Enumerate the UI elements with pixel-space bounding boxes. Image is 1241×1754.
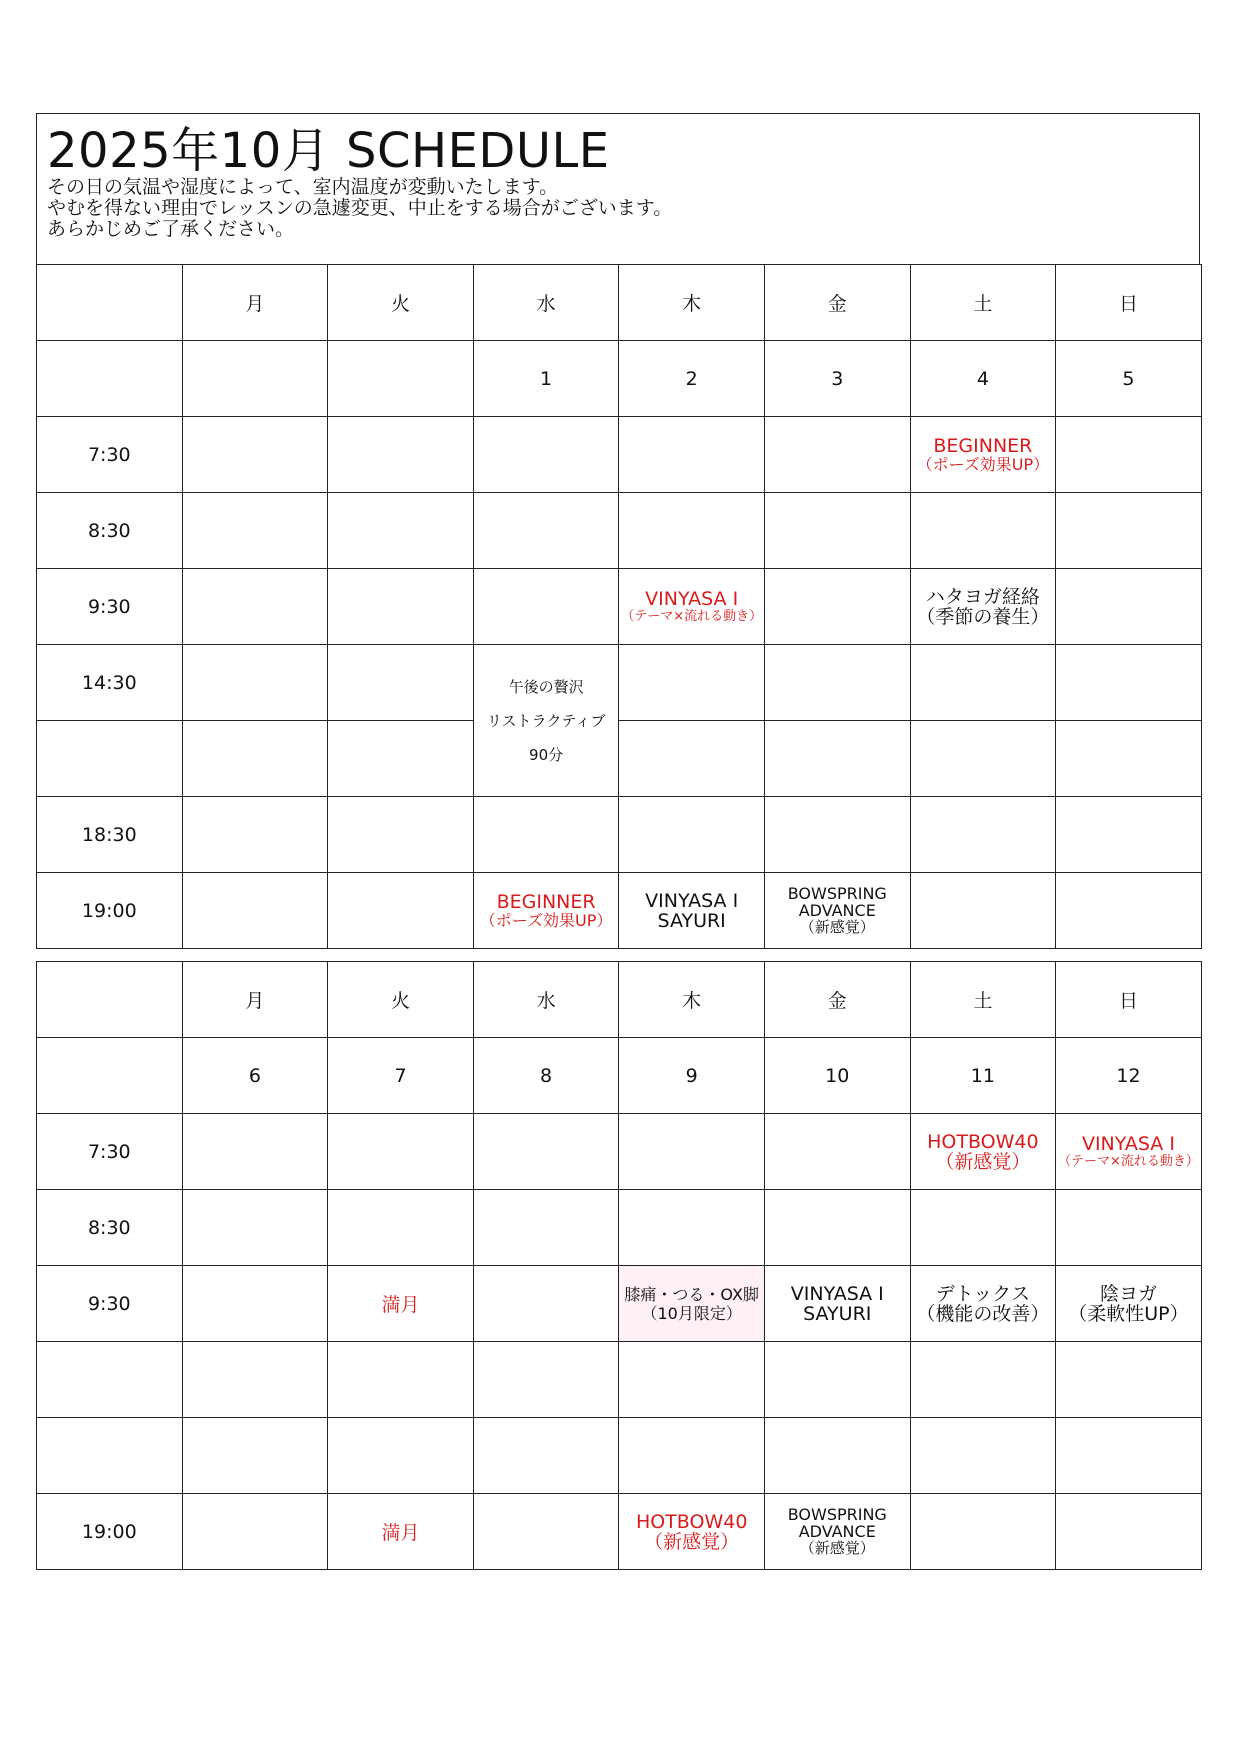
slot-cell bbox=[764, 645, 910, 721]
time-row bbox=[37, 645, 1202, 721]
class-note: （新感覚） bbox=[799, 918, 875, 936]
slot-cell bbox=[473, 1266, 619, 1342]
time-row bbox=[37, 1190, 1202, 1266]
slot-cell bbox=[764, 721, 910, 797]
class-cell bbox=[619, 569, 765, 645]
class-cell bbox=[910, 1114, 1056, 1190]
date-cell: 3 bbox=[764, 341, 910, 417]
slot-cell bbox=[328, 1190, 474, 1266]
slot-cell bbox=[473, 1114, 619, 1190]
slot-cell bbox=[764, 1342, 910, 1418]
slot-cell bbox=[1056, 417, 1202, 493]
slot-cell bbox=[328, 1418, 474, 1494]
slot-cell bbox=[764, 1190, 910, 1266]
slot-cell bbox=[182, 1114, 328, 1190]
time-label: 7:30 bbox=[37, 417, 183, 493]
slot-cell bbox=[473, 493, 619, 569]
class-name: VINYASA I bbox=[645, 889, 739, 912]
day-tue: 火 bbox=[328, 265, 474, 341]
slot-cell bbox=[619, 645, 765, 721]
slot-cell bbox=[328, 645, 474, 721]
slot-cell bbox=[328, 493, 474, 569]
day-thu: 木 bbox=[619, 962, 765, 1038]
instructor-name: SAYURI bbox=[657, 909, 726, 932]
day-fri: 金 bbox=[764, 265, 910, 341]
slot-cell bbox=[328, 873, 474, 949]
class-name: BOWSPRING bbox=[787, 1505, 887, 1524]
day-sun: 日 bbox=[1056, 265, 1202, 341]
date-cell bbox=[182, 341, 328, 417]
date-cell bbox=[37, 1038, 183, 1114]
date-cell: 5 bbox=[1056, 341, 1202, 417]
date-cell: 6 bbox=[182, 1038, 328, 1114]
notice-line: その日の気温や湿度によって、室内温度が変動いたします。 bbox=[47, 176, 559, 198]
slot-cell bbox=[764, 1418, 910, 1494]
class-note: （季節の養生） bbox=[916, 605, 1050, 628]
slot-cell bbox=[182, 721, 328, 797]
slot-cell bbox=[182, 1190, 328, 1266]
day-wed: 水 bbox=[473, 962, 619, 1038]
slot-cell bbox=[619, 1114, 765, 1190]
slot-cell bbox=[910, 873, 1056, 949]
corner-cell bbox=[37, 265, 183, 341]
day-mon: 月 bbox=[182, 962, 328, 1038]
slot-cell bbox=[619, 417, 765, 493]
date-cell: 11 bbox=[910, 1038, 1056, 1114]
time-label: 19:00 bbox=[37, 1494, 183, 1570]
slot-cell bbox=[328, 797, 474, 873]
slot-cell bbox=[182, 569, 328, 645]
class-note: （新感覚） bbox=[935, 1150, 1031, 1173]
slot-cell bbox=[473, 1494, 619, 1570]
slot-cell bbox=[910, 1342, 1056, 1418]
date-cell: 7 bbox=[328, 1038, 474, 1114]
slot-cell bbox=[1056, 1494, 1202, 1570]
class-note: （柔軟性UP） bbox=[1068, 1302, 1189, 1325]
day-fri: 金 bbox=[764, 962, 910, 1038]
class-note: （10月限定） bbox=[641, 1303, 742, 1323]
class-cell-highlight bbox=[619, 1266, 765, 1342]
time-row bbox=[37, 1494, 1202, 1570]
slot-cell bbox=[1056, 645, 1202, 721]
slot-cell bbox=[473, 569, 619, 645]
slot-cell bbox=[1056, 1190, 1202, 1266]
class-cell bbox=[764, 873, 910, 949]
week-1-table bbox=[36, 264, 1202, 949]
time-label: 9:30 bbox=[37, 569, 183, 645]
slot-cell bbox=[1056, 721, 1202, 797]
class-name: BEGINNER bbox=[496, 890, 596, 913]
slot-cell bbox=[910, 493, 1056, 569]
class-name: HOTBOW40 bbox=[927, 1130, 1039, 1153]
slot-cell bbox=[910, 645, 1056, 721]
date-row bbox=[37, 1038, 1202, 1114]
class-cell bbox=[473, 873, 619, 949]
class-note: （ポーズ効果UP） bbox=[916, 454, 1050, 474]
slot-cell bbox=[182, 873, 328, 949]
slot-cell bbox=[764, 493, 910, 569]
slot-cell bbox=[910, 1494, 1056, 1570]
date-row bbox=[37, 341, 1202, 417]
corner-cell bbox=[37, 962, 183, 1038]
slot-cell bbox=[910, 1190, 1056, 1266]
time-row bbox=[37, 417, 1202, 493]
slot-cell bbox=[764, 797, 910, 873]
slot-cell bbox=[764, 569, 910, 645]
slot-cell bbox=[619, 1190, 765, 1266]
slot-cell bbox=[619, 1342, 765, 1418]
class-cell bbox=[619, 873, 765, 949]
time-label: 18:30 bbox=[37, 797, 183, 873]
time-row bbox=[37, 873, 1202, 949]
class-name: VINYASA I bbox=[1081, 1133, 1175, 1155]
slot-cell bbox=[473, 797, 619, 873]
slot-cell bbox=[473, 1342, 619, 1418]
day-thu: 木 bbox=[619, 265, 765, 341]
time-label: 7:30 bbox=[37, 1114, 183, 1190]
class-cell-merged bbox=[473, 645, 619, 797]
slot-cell bbox=[473, 417, 619, 493]
day-sat: 土 bbox=[910, 265, 1056, 341]
week-2-table bbox=[36, 961, 1202, 1570]
class-cell bbox=[910, 1266, 1056, 1342]
slot-cell bbox=[910, 797, 1056, 873]
slot-cell bbox=[328, 1342, 474, 1418]
full-moon-cell: 満月 bbox=[328, 1266, 474, 1342]
day-sat: 土 bbox=[910, 962, 1056, 1038]
slot-cell bbox=[182, 1266, 328, 1342]
class-name: VINYASA I bbox=[645, 588, 739, 610]
date-cell bbox=[328, 341, 474, 417]
slot-cell bbox=[619, 1418, 765, 1494]
time-row bbox=[37, 1114, 1202, 1190]
slot-cell bbox=[1056, 873, 1202, 949]
slot-cell bbox=[619, 797, 765, 873]
slot-cell bbox=[328, 1114, 474, 1190]
slot-cell bbox=[473, 1190, 619, 1266]
slot-cell bbox=[1056, 493, 1202, 569]
day-mon: 月 bbox=[182, 265, 328, 341]
date-cell: 10 bbox=[764, 1038, 910, 1114]
class-note: （テーマ×流れる動き） bbox=[1058, 1154, 1199, 1169]
date-cell: 8 bbox=[473, 1038, 619, 1114]
class-note: （テーマ×流れる動き） bbox=[621, 609, 763, 624]
class-cell bbox=[910, 417, 1056, 493]
slot-cell bbox=[764, 1114, 910, 1190]
class-cell bbox=[619, 1494, 765, 1570]
slot-cell bbox=[1056, 569, 1202, 645]
time-label: 8:30 bbox=[37, 493, 183, 569]
class-name: VINYASA I bbox=[790, 1282, 884, 1305]
class-cell bbox=[764, 1494, 910, 1570]
date-cell: 2 bbox=[619, 341, 765, 417]
time-label bbox=[37, 721, 183, 797]
day-wed: 水 bbox=[473, 265, 619, 341]
slot-cell bbox=[328, 569, 474, 645]
class-cell bbox=[910, 569, 1056, 645]
time-row bbox=[37, 1342, 1202, 1418]
date-cell: 12 bbox=[1056, 1038, 1202, 1114]
class-name: HOTBOW40 bbox=[635, 1510, 748, 1533]
slot-cell bbox=[1056, 1418, 1202, 1494]
slot-cell bbox=[619, 721, 765, 797]
slot-cell bbox=[182, 645, 328, 721]
class-name: デトックス bbox=[935, 1282, 1030, 1305]
class-name: 陰ヨガ bbox=[1099, 1282, 1157, 1305]
class-name: 午後の贅沢 bbox=[508, 677, 584, 696]
time-row bbox=[37, 1418, 1202, 1494]
time-row bbox=[37, 1266, 1202, 1342]
class-cell bbox=[1056, 1114, 1202, 1190]
instructor-name: SAYURI bbox=[803, 1302, 872, 1325]
time-label: 8:30 bbox=[37, 1190, 183, 1266]
class-name: ハタヨガ経絡 bbox=[925, 585, 1040, 608]
slot-cell bbox=[328, 721, 474, 797]
class-note: （機能の改善） bbox=[916, 1302, 1050, 1325]
slot-cell bbox=[619, 493, 765, 569]
slot-cell bbox=[328, 417, 474, 493]
slot-cell bbox=[182, 493, 328, 569]
notice-line: あらかじめご了承ください。 bbox=[47, 218, 295, 240]
time-label bbox=[37, 1418, 183, 1494]
class-cell bbox=[764, 1266, 910, 1342]
date-cell: 9 bbox=[619, 1038, 765, 1114]
class-name: 膝痛・つる・OX脚 bbox=[624, 1284, 759, 1304]
time-label: 14:30 bbox=[37, 645, 183, 721]
full-moon-cell: 満月 bbox=[328, 1494, 474, 1570]
page-title: 2025年10月 SCHEDULE bbox=[47, 123, 610, 179]
date-cell: 4 bbox=[910, 341, 1056, 417]
weekday-header-row bbox=[37, 265, 1202, 341]
schedule-header bbox=[36, 113, 1200, 265]
class-name: ADVANCE bbox=[798, 1522, 876, 1541]
day-tue: 火 bbox=[328, 962, 474, 1038]
class-note: （新感覚） bbox=[644, 1530, 740, 1553]
day-sun: 日 bbox=[1056, 962, 1202, 1038]
slot-cell bbox=[1056, 1342, 1202, 1418]
class-note: （ポーズ効果UP） bbox=[479, 910, 613, 930]
time-row bbox=[37, 721, 1202, 797]
time-row bbox=[37, 797, 1202, 873]
time-row bbox=[37, 569, 1202, 645]
time-label bbox=[37, 1342, 183, 1418]
class-duration: 90分 bbox=[529, 745, 564, 764]
slot-cell bbox=[473, 1418, 619, 1494]
class-cell bbox=[1056, 1266, 1202, 1342]
slot-cell bbox=[910, 721, 1056, 797]
slot-cell bbox=[182, 1418, 328, 1494]
slot-cell bbox=[910, 1418, 1056, 1494]
time-row bbox=[37, 493, 1202, 569]
class-name: BOWSPRING bbox=[787, 884, 887, 903]
time-label: 9:30 bbox=[37, 1266, 183, 1342]
slot-cell bbox=[182, 417, 328, 493]
class-name: ADVANCE bbox=[798, 901, 876, 920]
slot-cell bbox=[182, 1494, 328, 1570]
slot-cell bbox=[182, 797, 328, 873]
class-name: リストラクティブ bbox=[486, 711, 606, 730]
weekday-header-row bbox=[37, 962, 1202, 1038]
class-note: （新感覚） bbox=[799, 1539, 875, 1557]
slot-cell bbox=[182, 1342, 328, 1418]
date-cell bbox=[37, 341, 183, 417]
notice-line: やむを得ない理由でレッスンの急遽変更、中止をする場合がございます。 bbox=[47, 197, 673, 219]
date-cell: 1 bbox=[473, 341, 619, 417]
slot-cell bbox=[764, 417, 910, 493]
time-label: 19:00 bbox=[37, 873, 183, 949]
notice-text bbox=[47, 177, 672, 240]
class-name: BEGINNER bbox=[933, 434, 1033, 457]
slot-cell bbox=[1056, 797, 1202, 873]
